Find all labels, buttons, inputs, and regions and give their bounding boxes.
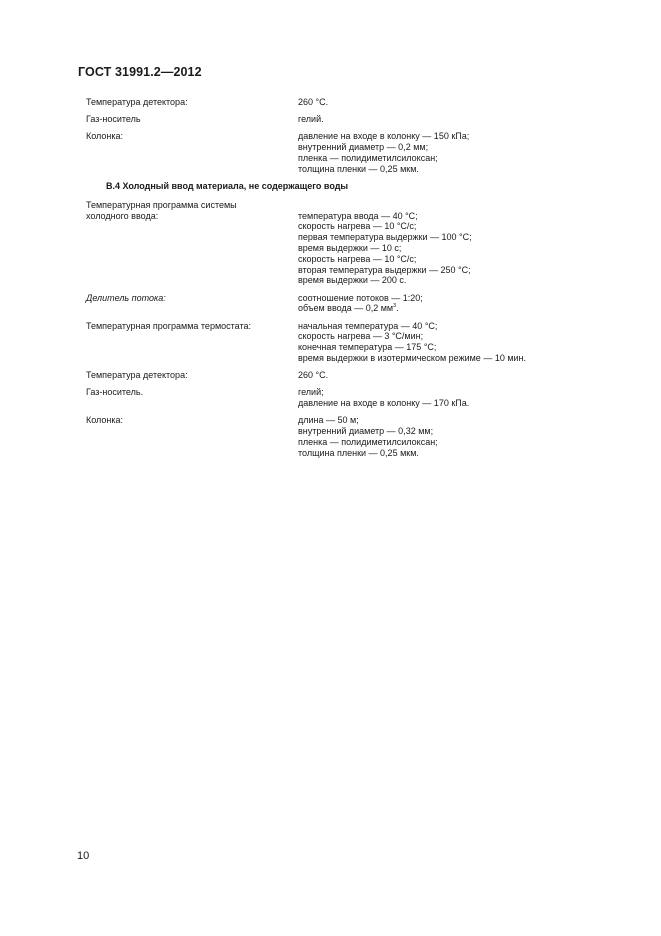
param-value: толщина пленки — 0,25 мкм.	[298, 163, 419, 174]
param-row-splitter	[86, 293, 606, 315]
document-header: ГОСТ 31991.2—2012	[78, 65, 202, 79]
param-label	[86, 200, 298, 286]
page-number: 10	[77, 850, 90, 862]
param-row-carrier-gas-1	[86, 114, 606, 125]
param-label-line: холодного ввода:	[86, 210, 159, 221]
param-value: время выдержки в изотермическом режиме — 10 мин.	[298, 352, 527, 363]
param-value: внутренний диаметр — 0,2 мм;	[298, 142, 429, 153]
param-label-line: Температурная программа системы	[86, 199, 237, 210]
param-value: длина — 50 м;	[298, 415, 359, 426]
param-value: время выдержки — 200 с.	[298, 275, 407, 286]
param-value: давление на входе в колонку — 170 кПа.	[298, 398, 470, 409]
param-value: 260 °С.	[298, 97, 329, 107]
section-heading: В.4 Холодный ввод материала, не содержащего воды	[106, 180, 349, 191]
param-label: Температурная программа термостата:	[86, 320, 251, 331]
param-value: скорость нагрева — 10 °С/с;	[298, 221, 417, 232]
param-value: начальная температура — 40 °С;	[298, 320, 438, 331]
param-value: 260 °С.	[298, 370, 329, 381]
volume-superscript: 3	[393, 303, 397, 310]
param-label: Температура детектора:	[86, 370, 188, 381]
param-value: давление на входе в колонку — 150 кПа;	[298, 131, 470, 142]
volume-end: .	[396, 303, 399, 314]
param-value: внутренний диаметр — 0,32 мм;	[298, 426, 434, 437]
param-label: Делитель потока:	[86, 292, 166, 303]
param-row-carrier-gas-2	[86, 387, 606, 409]
param-row-detector-temp-1	[86, 97, 606, 108]
param-row-column-1	[86, 131, 606, 174]
param-value: время выдержки — 10 с;	[298, 242, 402, 253]
param-label: Газ-носитель	[86, 114, 141, 125]
param-value: соотношение потоков — 1:20;	[298, 292, 423, 303]
param-value: первая температура выдержки — 100 °С;	[298, 232, 472, 243]
param-row-cold-injection	[86, 200, 606, 286]
document-body	[86, 97, 606, 465]
param-row-column-2	[86, 415, 606, 458]
param-value: скорость нагрева — 3 °С/мин;	[298, 331, 424, 342]
param-label: Колонка:	[86, 131, 124, 142]
param-label: Колонка:	[86, 415, 124, 426]
param-value: толщина пленки — 0,25 мкм.	[298, 447, 419, 458]
param-row-detector-temp-2	[86, 370, 606, 381]
param-value-volume	[298, 303, 606, 314]
param-row-thermostat	[86, 321, 606, 364]
param-value: пленка — полидиметилсилоксан;	[298, 152, 438, 163]
volume-text: объем ввода — 0,2 мм	[298, 303, 394, 314]
param-label: Температура детектора:	[86, 97, 188, 107]
param-value: гелий.	[298, 114, 324, 125]
param-value: пленка — полидиметилсилоксан;	[298, 436, 438, 447]
param-value: температура ввода — 40 °С;	[298, 210, 418, 221]
param-value: скорость нагрева — 10 °С/с;	[298, 253, 417, 264]
param-value: вторая температура выдержки — 250 °С;	[298, 264, 471, 275]
param-label: Газ-носитель.	[86, 387, 144, 398]
param-value: гелий;	[298, 387, 324, 398]
param-value: конечная температура — 175 °С;	[298, 342, 437, 353]
